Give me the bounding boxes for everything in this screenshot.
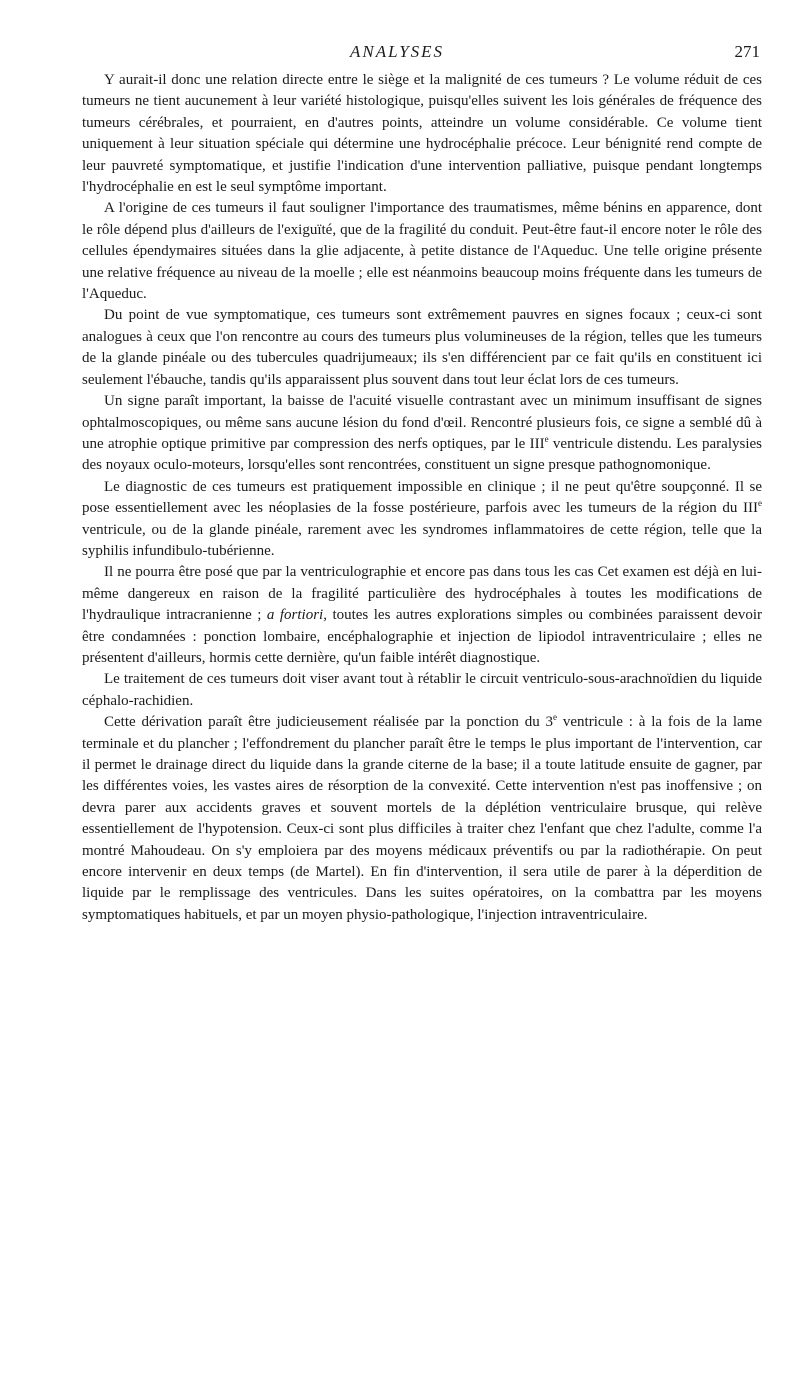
paragraph-4 (82, 391, 762, 477)
body-text (82, 70, 762, 926)
paragraph-2: A l'origine de ces tumeurs il faut souligner l'importance des traumatismes, même bénins en apparence, dont le rôle dépend plus d'ailleurs de l'exiguïté, que de la fragilité du conduit. Peut-être faut-il encore noter le rôle des cellules épendymaires situées dans la glie adjacente, à petite distance de l'Aqueduc. Une telle origine présente une relative fréquence au niveau de la moelle ; elle est néanmoins beaucoup moins fréquente dans les tumeurs de l'Aqueduc. (82, 200, 762, 303)
paragraph-6-text-b: , toutes les autres explorations simples ou combinées paraissent devoir être condamnées : ponction lombaire, encéphalographie et injection de lipiodol intraventriculaire ; elles ne présentent d'ailleurs, hormis cette dernière, qu'un faible intérêt diagnostique. (82, 607, 762, 666)
paragraph-8-text-b: ventricule : à la fois de la lame terminale et du plancher ; l'effondrement du plancher paraît être le temps le plus important de l'intervention, car il permet le drainage direct du liquide dans la grande citerne de la base; il a toute latitude ensuite de gagner, par les différentes voies, les vastes aires de résorption de la convexité. Cette intervention n'est pas inoffensive ; on devra parer aux accidents graves et souvent mortels de la déplétion ventriculaire brusque, qui relève essentiellement de l'hypotension. Ceux-ci sont plus difficiles à traiter chez l'enfant que chez l'adulte, comme l'a montré Mahoudeau. On s'y emploiera par des moyens médicaux préventifs ou par la radiothérapie. On peut encore intervenir en deux temps (de Martel). En fin d'intervention, il sera utile de parer à la déperdition de liquide par le remplissage des ventricules. Dans les suites opératoires, on la combattra par les moyens symptomatiques habituels, et par un moyen physio-pathologique, l'injection intraventriculaire. (82, 714, 762, 923)
paragraph-4-text-b: ventricule distendu. Les paralysies des noyaux oculo-moteurs, lorsqu'elles sont rencontrées, constituent un signe presque pathognomonique. (82, 435, 763, 474)
paragraph-8-superscript: e (553, 712, 558, 723)
paragraph-6-italic: a fortiori (266, 607, 324, 624)
paragraph-5-text-b: ventricule, ou de la glande pinéale, rarement avec les syndromes inflammatoires de cette région, telle que la syphilis infundibulo-tubérienne. (82, 521, 762, 559)
paragraph-7: Le traitement de ces tumeurs doit viser avant tout à rétablir le circuit ventriculo-sous-arachnoïdien du liquide céphalo-rachidien. (82, 671, 762, 709)
paragraph-4-text-a: Un signe paraît important, la baisse de l'acuité visuelle contrastant avec un minimum insuffisant de signes ophtalmoscopiques, ou même sans aucune lésion du fond d'œil. Rencontré plusieurs fois, ce signe a semblé dû à une atrophie optique primitive par compression des nerfs optiques, par le III (82, 393, 762, 452)
paragraph-4-superscript: e (544, 433, 549, 444)
paragraph-6-text-a: Il ne pourra être posé que par la ventriculographie et encore pas dans tous les cas Cet examen est déjà en lui-même dangereux en raison de la fragilité particulière des hydrocéphales à toutes les modifications de l'hydraulique intracranienne ; (82, 564, 762, 624)
paragraph-8 (82, 712, 762, 926)
paragraph-1: Y aurait-il donc une relation directe entre le siège et la malignité de ces tumeurs ? Le volume réduit de ces tumeurs ne tient aucunement à leur variété histologique, puisqu'elles suivent les lois générales de fréquence des tumeurs cérébrales, et pourraient, en d'autres points, atteindre un volume considérable. Ce volume tient uniquement à leur situation spéciale qui détermine une hydrocéphalie précoce. Leur bénignité rend compte de leur pauvreté symptomatique, et justifie l'indication d'une intervention palliative, puisque pendant longtemps l'hydrocéphalie en est le seul symptôme important. (82, 72, 762, 196)
paragraph-8-text-a: Cette dérivation paraît être judicieusement réalisée par la ponction du 3 (104, 714, 554, 731)
paragraph-3: Du point de vue symptomatique, ces tumeurs sont extrêmement pauvres en signes focaux ; ceux-ci sont analogues à ceux que l'on rencontre au cours des tumeurs plus volumineuses de la région, telles que les tumeurs de la glande pinéale ou des tubercules quadrijumeaux; ils s'en différencient par ce fait qu'ils en constituent ici seulement l'ébauche, tandis qu'ils apparaissent plus souvent dans tout leur éclat lors de ces tumeurs. (82, 307, 762, 388)
running-header (82, 36, 760, 66)
running-title: ANALYSES (350, 42, 445, 61)
paragraph-5-text-a: Le diagnostic de ces tumeurs est pratiquement impossible en clinique ; il ne peut qu'être soupçonné. Il se pose essentiellement avec les néoplasies de la fosse postérieure, parfois avec les tumeurs de la région du III (82, 478, 762, 517)
paragraph-5-superscript: e (758, 498, 762, 509)
paragraph-5 (82, 477, 762, 563)
paragraph-6 (82, 562, 762, 669)
page-number: 271 (734, 42, 760, 61)
